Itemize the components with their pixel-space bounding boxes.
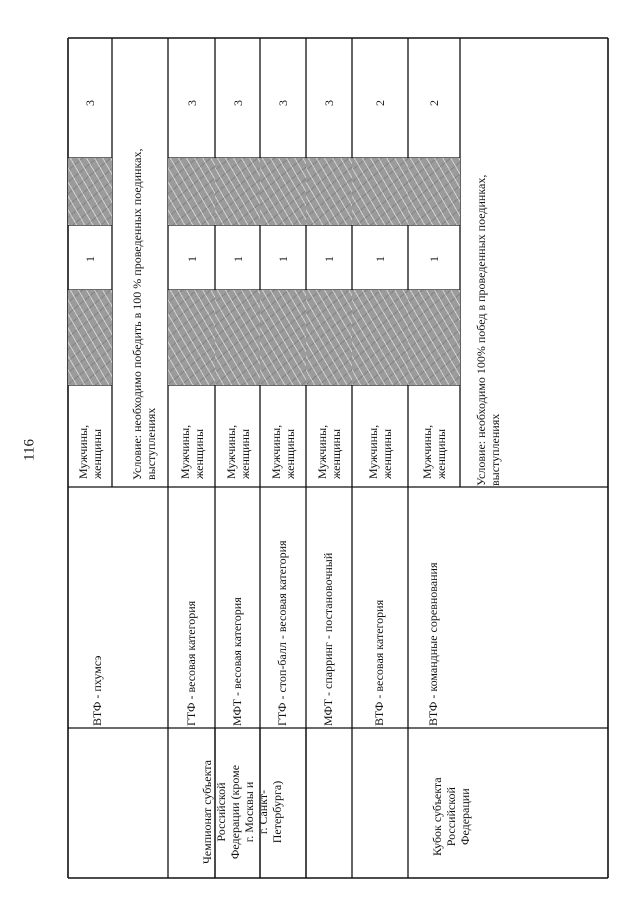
competition-text-line: Чемпионат субъекта [200,760,214,864]
discipline-text [321,553,335,726]
gender-text-line: Мужчины, [366,424,380,479]
rank-value [322,256,336,262]
gender-text-line: женщины [90,428,104,479]
page-number: 116 [21,439,38,461]
shaded-cell [408,290,460,385]
rank-value [83,256,97,262]
rank-value [276,256,290,262]
gender-text-line: женщины [237,428,252,479]
discipline-text-line: МФТ - спарринг - постановочный [321,552,335,726]
condition-text [130,149,158,480]
age-group-value [373,100,387,106]
shaded-cell [215,158,260,225]
competition-text-line: Российской [214,782,228,842]
shaded-cell [260,158,306,225]
age-group-value-line: 3 [322,100,336,106]
discipline-text-line: ВТФ - пхумсэ [90,655,104,726]
gender-text-line: женщины [329,428,343,479]
shaded-cell [215,290,260,385]
gender-text-line: женщины [434,428,448,479]
gender-text [366,425,394,479]
rank-value-line: 1 [230,256,245,262]
shaded-cell [168,290,215,385]
age-group-value [322,100,336,106]
age-group-value [231,100,245,106]
discipline-text-line: ГТФ - стоп-балл - весовая категория [275,540,289,726]
gender-text-line: Мужчины, [315,424,329,479]
rank-value-line: 1 [322,256,336,262]
condition-text-line: выступлениях [144,407,158,480]
gender-text-line: Мужчины, [177,424,192,479]
gender-text [178,425,206,479]
age-group-value-line: 2 [427,100,441,106]
discipline-text [275,540,289,726]
age-group-value [427,100,441,106]
gender-text-line: Мужчины, [269,424,283,479]
competition-text-line: Петербурга) [270,780,284,844]
shaded-cell [306,158,352,225]
discipline-text-line: ВТФ - весовая категория [372,599,386,726]
shaded-cell [68,158,112,225]
shaded-cell [408,158,460,225]
shaded-cell [68,290,112,385]
rank-value-line: 1 [276,256,290,262]
gender-text-line: Мужчины, [223,424,238,479]
age-group-value-line: 3 [230,100,245,106]
rank-value [231,256,245,262]
gender-text-line: женщины [380,428,394,479]
rank-value-line: 1 [373,256,387,262]
gender-text-line: женщины [191,428,206,479]
discipline-text-line: ВТФ - командные соревнования [426,562,440,726]
gender-text-line: Мужчины, [420,424,434,479]
condition-text [474,175,502,486]
discipline-text [230,597,244,726]
gender-text [315,425,343,479]
gender-text [269,425,297,479]
shaded-cell [352,290,408,385]
shaded-cell [352,158,408,225]
discipline-text-line: МФТ - весовая категория [229,597,244,726]
rank-value-line: 1 [184,256,199,262]
discipline-text-line: ГТФ - весовая категория [183,600,198,726]
gender-text [420,425,448,479]
rank-value-line: 1 [427,256,441,262]
condition-text-line: выступлениях [488,413,502,486]
rank-value-line: 1 [83,256,97,262]
age-group-value-line: 2 [373,100,387,106]
age-group-value-line: 3 [276,100,290,106]
condition-text-line: Условие: необходимо 100% побед в проведенных поединках, [474,174,488,486]
competition-text [200,760,284,864]
rank-value [373,256,387,262]
shaded-cell [168,158,215,225]
rank-value [185,256,199,262]
age-group-value-line: 3 [184,100,199,106]
age-group-value-line: 3 [83,100,97,106]
competition-text-line: г. Москвы и [242,781,256,843]
discipline-text [90,656,104,726]
competition-text-line: г. Санкт- [256,789,270,835]
competition-text [430,777,472,856]
shaded-cell [260,290,306,385]
competition-text-line: Российской [444,787,458,847]
discipline-text [426,563,440,727]
competition-text-line: Федерации [458,788,472,846]
gender-text-line: женщины [283,428,297,479]
gender-text [76,425,104,479]
discipline-text [372,600,386,726]
gender-text [224,425,252,479]
rank-value [427,256,441,262]
competition-text-line: Кубок субъекта [430,777,444,856]
age-group-value [185,100,199,106]
competition-text-line: Федерации (кроме [228,764,242,860]
shaded-cell [306,290,352,385]
discipline-text [184,601,198,726]
gender-text-line: Мужчины, [76,424,90,479]
age-group-value [83,100,97,106]
age-group-value [276,100,290,106]
condition-text-line: Условие: необходимо победить в 100 % проведенных поединках, [130,148,144,480]
